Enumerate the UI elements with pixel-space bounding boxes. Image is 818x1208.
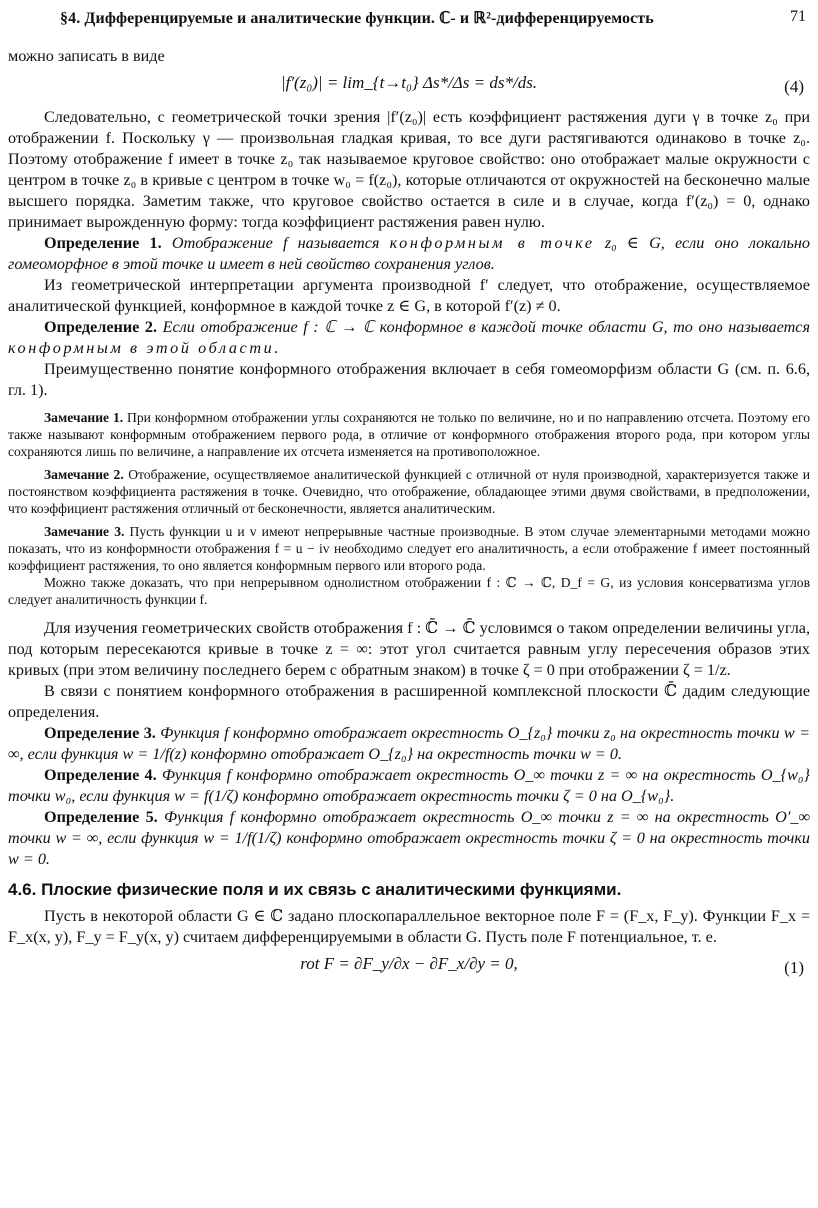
equation-1-formula: rot F = ∂F_y/∂x − ∂F_x/∂y = 0, — [300, 954, 518, 973]
definition-2-term: конформным в этой области. — [8, 339, 281, 357]
header-title: §4. Дифференцируемые и аналитические функции. ℂ- и ℝ²-дифференцируемость — [60, 10, 654, 27]
definition-2-label: Определение 2. — [44, 318, 158, 336]
equation-4-formula: |f′(z₀)| = lim_{t→t₀} Δs*/Δs = ds*/ds. — [280, 73, 538, 92]
section-heading: 4.6. Плоские физические поля и их связь с аналитическими функциями. — [8, 880, 622, 899]
definition-1-text-b: z₀ ∈ G, если оно локально гомеоморфное в этой точке и имеет в ней свойство сохранения углов. — [8, 234, 811, 273]
equation-4 — [8, 67, 810, 107]
remark-3-text: Пусть функции u и v имеют непрерывные частные производные. В этом случае элементарными методами можно показать, что из конформности отображения f = u − iv необходимо следует его аналитичность, а если отображение f имеет постоянный коэффициент растяжения, то оно является конформным первого или второго рода. — [8, 524, 810, 573]
equation-1 — [8, 948, 810, 988]
equation-1-number: (1) — [784, 958, 804, 977]
page-number: 71 — [790, 8, 806, 25]
paragraph-angle-at-infinity: Для изучения геометрических свойств отображения f : ℂ̄ → ℂ̄ условимся о таком определении величины угла, под которым пересекаются кривые в точке z = ∞: этот угол считается равным углу пересечения образов этих кривых (при этом величину последнего берем с обратным знаком) в точке ζ = 0 при отображении ζ = 1/z. — [8, 619, 810, 679]
definition-5-text: Функция f конформно отображает окрестность O_∞ точки z = ∞ на окрестность O′_∞ точки w = ∞, если функция w = 1/f(1/ζ) конформно отображает окрестность точки ζ = 0 на окрестность точки w = 0. — [8, 808, 810, 868]
definition-1-text-a: Отображение f называется — [171, 234, 380, 252]
running-header — [8, 8, 810, 32]
definition-1-term: конформным в точке — [389, 234, 595, 252]
paragraph-homeomorphism: Преимущественно понятие конформного отображения включает в себя гомеоморфизм области G (см. п. 6.6, гл. 1). — [8, 360, 810, 399]
remark-3-label: Замечание 3. — [44, 524, 125, 539]
definition-1 — [8, 233, 810, 275]
definition-5-label: Определение 5. — [44, 808, 158, 826]
intro-line: можно записать в виде — [8, 47, 165, 65]
remark-2-text: Отображение, осуществляемое аналитической функцией с отличной от нуля производной, характеризуется также и постоянством коэффициента растяжения в точке. Очевидно, что отображение, обладающее этими двумя свойствами, в предположении, что коэффициент растяжения отличный от бесконечности, является аналитическим. — [8, 467, 810, 516]
equation-4-number: (4) — [784, 77, 804, 96]
remark-3-continued: Можно также доказать, что при непрерывном однолистном отображении f : ℂ → ℂ, D_f = G, из условия консерватизма углов следует аналитичность функции f. — [8, 575, 810, 607]
definition-1-label: Определение 1. — [44, 234, 162, 252]
definition-4-text: Функция f конформно отображает окрестность O_∞ точки z = ∞ на окрестность O_{w₀} точки w₀, если функция w = f(1/ζ) конформно отображает окрестность точки ζ = 0 на O_{w₀}. — [8, 766, 810, 805]
paragraph-extended-plane: В связи с понятием конформного отображения в расширенной комплексной плоскости ℂ̄ дадим следующие определения. — [8, 682, 810, 721]
definition-3-text: Функция f конформно отображает окрестность O_{z₀} точки z₀ на окрестность точки w = ∞, если функция w = 1/f(z) конформно отображает O_{z₀} на окрестность точки w = 0. — [8, 724, 810, 763]
definition-3 — [8, 723, 810, 765]
definition-2-text: Если отображение f : ℂ → ℂ конформное в каждой точке области G, то оно называется — [162, 318, 810, 336]
definition-5 — [8, 807, 810, 870]
definition-4-label: Определение 4. — [44, 766, 157, 784]
remark-1-label: Замечание 1. — [44, 410, 124, 425]
paragraph-vector-field: Пусть в некоторой области G ∈ ℂ задано плоскопараллельное векторное поле F = (F_x, F_y). Функции F_x = F_x(x, y), F_y = F_y(x, y) считаем дифференцируемыми в области G. Пусть поле F потенциальное, т. е. — [8, 907, 810, 946]
remark-3 — [8, 523, 810, 574]
definition-3-label: Определение 3. — [44, 724, 156, 742]
remark-1 — [8, 409, 810, 460]
remark-1-text: При конформном отображении углы сохраняются не только по величине, но и по направлению отсчета. Поэтому его также называют конформным отображением первого рода, в отличие от конформного отображения второго рода, при котором углы сохраняются лишь по величине, а направление их отсчета изменяется на противоположное. — [8, 410, 811, 459]
definition-4 — [8, 765, 810, 807]
paragraph-derivative-argument: Из геометрической интерпретации аргумента производной f′ следует, что отображение, осуществляемое аналитической функцией, конформное в каждой точке z ∈ G, в которой f′(z) ≠ 0. — [8, 276, 810, 315]
paragraph-circular-property: Следовательно, с геометрической точки зрения |f′(z₀)| есть коэффициент растяжения дуги γ в точке z₀ при отображении f. Поскольку γ — произвольная гладкая кривая, то все дуги растягиваются одинаково в точке z₀. Поэтому отображение f имеет в точке z₀ так называемое круговое свойство: оно отображает малые окружности с центром в точке z₀ в кривые с центром в точке w₀ = f(z₀), которые отличаются от окружностей на бесконечно малые высшего порядка. Заметим также, что круговое свойство остается в силе и в случае, когда f′(z₀) = 0, однако принимает вырожденную форму: тогда коэффициент растяжения равен нулю. — [8, 108, 810, 231]
definition-2 — [8, 317, 810, 359]
remark-2 — [8, 466, 810, 517]
remark-2-label: Замечание 2. — [44, 467, 124, 482]
